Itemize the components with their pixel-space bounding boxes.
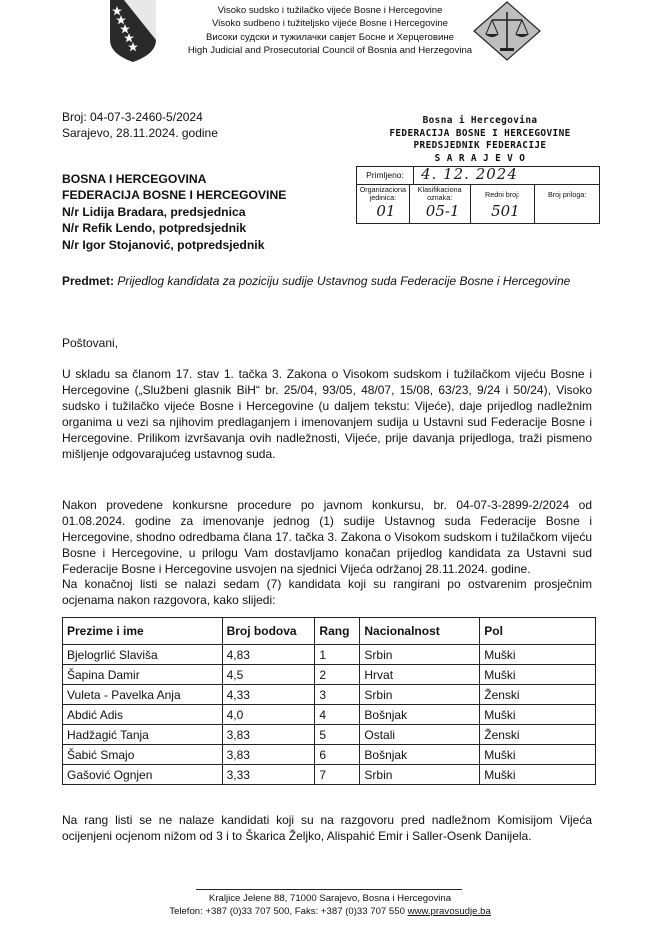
stamp-column bbox=[410, 185, 471, 223]
table-row bbox=[63, 645, 596, 665]
institution-line: Visoko sudsko i tužilačko vijeće Bosne i Hercegovine bbox=[217, 5, 443, 16]
body-paragraph: Nakon provedene konkursne procedure po javnom konkursu, br. 04-07-3-2899-2/2024 od 01.08.2024. godine za imenovanje jednog (1) sudije Ustavnog suda Federacije Bosne i Hercegovine, shodno odredbama člana 17. tačka 3. Zakona o Visokom sudskom i tužilačkom vijeću Bosne i Hercegovine, u prilogu Vam dostavljamo konačan prijedlog kandidata za Ustavni sud Federacije Bosne i Hercegovine usvojen na sjednici Vijeća održanoj 28.11.2024. godine. bbox=[62, 498, 592, 576]
recipient-line: BOSNA I HERCEGOVINA bbox=[62, 172, 207, 186]
body-paragraph: Na konačnoj listi se nalazi sedam (7) kandidata koji su rangirani po ostvarenim prosječnim ocjenama nakon razgovora, kako slijedi: bbox=[62, 577, 592, 607]
table-cell: Ostali bbox=[360, 725, 480, 745]
stamp-column bbox=[535, 185, 599, 223]
table-cell: Muški bbox=[480, 765, 596, 785]
footer-contact: Telefon: +387 (0)33 707 500, Faks: +387 (0)33 707 550 bbox=[169, 906, 405, 917]
candidates-table bbox=[62, 617, 596, 785]
table-cell: 3,83 bbox=[222, 725, 315, 745]
table-cell: Bošnjak bbox=[360, 745, 480, 765]
table-cell: Šapina Damir bbox=[63, 665, 223, 685]
stamp-column-label: Redni broj: bbox=[485, 190, 520, 199]
table-cell: Hrvat bbox=[360, 665, 480, 685]
table-cell: Srbin bbox=[360, 765, 480, 785]
stamp-column-value: 05-1 bbox=[425, 202, 460, 220]
footer-divider bbox=[196, 889, 462, 890]
table-cell: 4,33 bbox=[222, 685, 315, 705]
stamp-column-value: 501 bbox=[491, 202, 520, 220]
body-paragraph: U skladu sa članom 17. stav 1. tačka 3. Zakona o Visokom sudskom i tužilačkom vijeću Bosne i Hercegovine („Službeni glasnik BiH“ br. 25/04, 93/05, 48/07, 15/08, 63/23, 9/24 i 50/24), Visoko sudsko i tužilačko vijeće Bosne i Hercegovine (u daljem tekstu: Vijeće), daje prijedlog nadležnim organima u vezi sa njihovim predlaganjem i imenovanjem sudija u Ustavni sud Federacije Bosne i Hercegovine. Prilikom izvršavanja ovih nadležnosti, Vijeće, prije davanja prijedloga, traži pismeno mišljenje odgovarajućeg ustavnog suda. bbox=[62, 367, 592, 461]
table-cell: 4 bbox=[315, 705, 360, 725]
table-header-row bbox=[63, 618, 596, 645]
column-header: Broj bodova bbox=[222, 618, 315, 645]
recipient-block bbox=[62, 171, 286, 253]
document-reference bbox=[62, 110, 218, 141]
table-row bbox=[63, 705, 596, 725]
stamp-column bbox=[357, 185, 410, 223]
table-cell: Vuleta - Pavelka Anja bbox=[63, 685, 223, 705]
table-cell: 5 bbox=[315, 725, 360, 745]
table-row bbox=[63, 765, 596, 785]
subject-label: Predmet: bbox=[62, 274, 115, 288]
table-cell: 3,33 bbox=[222, 765, 315, 785]
recipient-line: N/r Lidija Bradara, predsjednica bbox=[62, 204, 246, 219]
recipient-line: FEDERACIJA BOSNE I HERCEGOVINE bbox=[62, 188, 287, 203]
table-cell: Hadžagić Tanja bbox=[63, 725, 223, 745]
table-cell: Ženski bbox=[480, 685, 596, 705]
table-cell: 7 bbox=[315, 765, 360, 785]
footer-website-link[interactable]: www.pravosudje.ba bbox=[407, 906, 491, 917]
stamp-received-row bbox=[357, 167, 599, 185]
table-cell: 4,83 bbox=[222, 645, 315, 665]
table-cell: Muški bbox=[480, 665, 596, 685]
table-row bbox=[63, 685, 596, 705]
stamp-column-label: Organizaciona jedinica: bbox=[359, 185, 407, 203]
table-row bbox=[63, 745, 596, 765]
stamp-column-value: 01 bbox=[376, 202, 396, 220]
table-cell: 3 bbox=[315, 685, 360, 705]
table-cell: 2 bbox=[315, 665, 360, 685]
institution-line: High Judicial and Prosecutorial Council of Bosnia and Herzegovina bbox=[187, 45, 473, 57]
scales-of-justice-logo-icon bbox=[472, 0, 542, 62]
table-cell: Abdić Adis bbox=[63, 705, 223, 725]
footer bbox=[100, 892, 560, 918]
institution-line: Visoko sudbeno i tužiteljsko vijeće Bosne i Hercegovine bbox=[211, 18, 449, 30]
stamp-header-line: FEDERACIJA BOSNE I HERCEGOVINE bbox=[389, 127, 571, 139]
table-cell: 4,5 bbox=[222, 665, 315, 685]
column-header: Prezime i ime bbox=[63, 618, 223, 645]
footer-address: Kraljice Jelene 88, 71000 Sarajevo, Bosna i Hercegovina bbox=[208, 893, 452, 904]
table-cell: Bošnjak bbox=[360, 705, 480, 725]
greeting: Poštovani, bbox=[62, 336, 119, 350]
table-cell: 6 bbox=[315, 745, 360, 765]
stamp-columns bbox=[357, 185, 599, 223]
recipient-line: N/r Igor Stojanović, potpredsjednik bbox=[62, 237, 265, 252]
institution-header bbox=[180, 4, 480, 58]
stamp-column-label: Broj priloga: bbox=[547, 190, 587, 199]
table-row bbox=[63, 725, 596, 745]
table-cell: Muški bbox=[480, 745, 596, 765]
table-cell: Srbin bbox=[360, 645, 480, 665]
stamp-received-date: 4. 12. 2024 bbox=[421, 165, 518, 183]
table-cell: Šabić Smajo bbox=[63, 745, 223, 765]
table-cell: Muški bbox=[480, 645, 596, 665]
column-header: Nacionalnost bbox=[360, 618, 480, 645]
table-cell: Muški bbox=[480, 705, 596, 725]
column-header: Pol bbox=[480, 618, 596, 645]
bih-flag-logo-icon bbox=[104, 0, 162, 62]
stamp-column-label: Klasifikaciona oznaka: bbox=[417, 185, 462, 203]
reference-number: Broj: 04-07-3-2460-5/2024 bbox=[62, 110, 203, 124]
table-cell: Srbin bbox=[360, 685, 480, 705]
table-cell: Bjelogrlić Slaviša bbox=[63, 645, 223, 665]
column-header: Rang bbox=[315, 618, 360, 645]
table-cell: Gašović Ognjen bbox=[63, 765, 223, 785]
table-cell: 1 bbox=[315, 645, 360, 665]
table-cell: 4,0 bbox=[222, 705, 315, 725]
stamp-received-label: Primljeno: bbox=[357, 167, 414, 184]
subject-text: Prijedlog kandidata za poziciju sudije Ustavnog suda Federacije Bosne i Hercegovine bbox=[117, 274, 571, 288]
stamp-column bbox=[471, 185, 536, 223]
table-row bbox=[63, 665, 596, 685]
institution-line: Високи судски и тужилачки савјет Босне и Херцеговине bbox=[206, 31, 454, 43]
reference-place-date: Sarajevo, 28.11.2024. godine bbox=[62, 125, 218, 140]
stamp-header-line: Bosna i Hercegovina bbox=[422, 115, 538, 126]
table-cell: 3,83 bbox=[222, 745, 315, 765]
table-cell: Ženski bbox=[480, 725, 596, 745]
stamp-header-line: S A R A J E V O bbox=[434, 152, 526, 164]
receipt-stamp bbox=[356, 166, 600, 224]
body-paragraph: Na rang listi se ne nalaze kandidati koji su na razgovoru pred nadležnom Komisijom Vijeća ocijenjeni ocjenom nižom od 3 i to Škarica Željko, Alispahić Emir i Saller-Osenk Danijela. bbox=[62, 813, 592, 843]
footer-contact-line bbox=[100, 905, 560, 918]
subject-line bbox=[62, 273, 592, 289]
recipient-line: N/r Refik Lendo, potpredsjednik bbox=[62, 221, 247, 236]
receipt-stamp-header bbox=[356, 115, 604, 165]
stamp-header-line: PREDSJEDNIK FEDERACIJE bbox=[413, 140, 547, 152]
